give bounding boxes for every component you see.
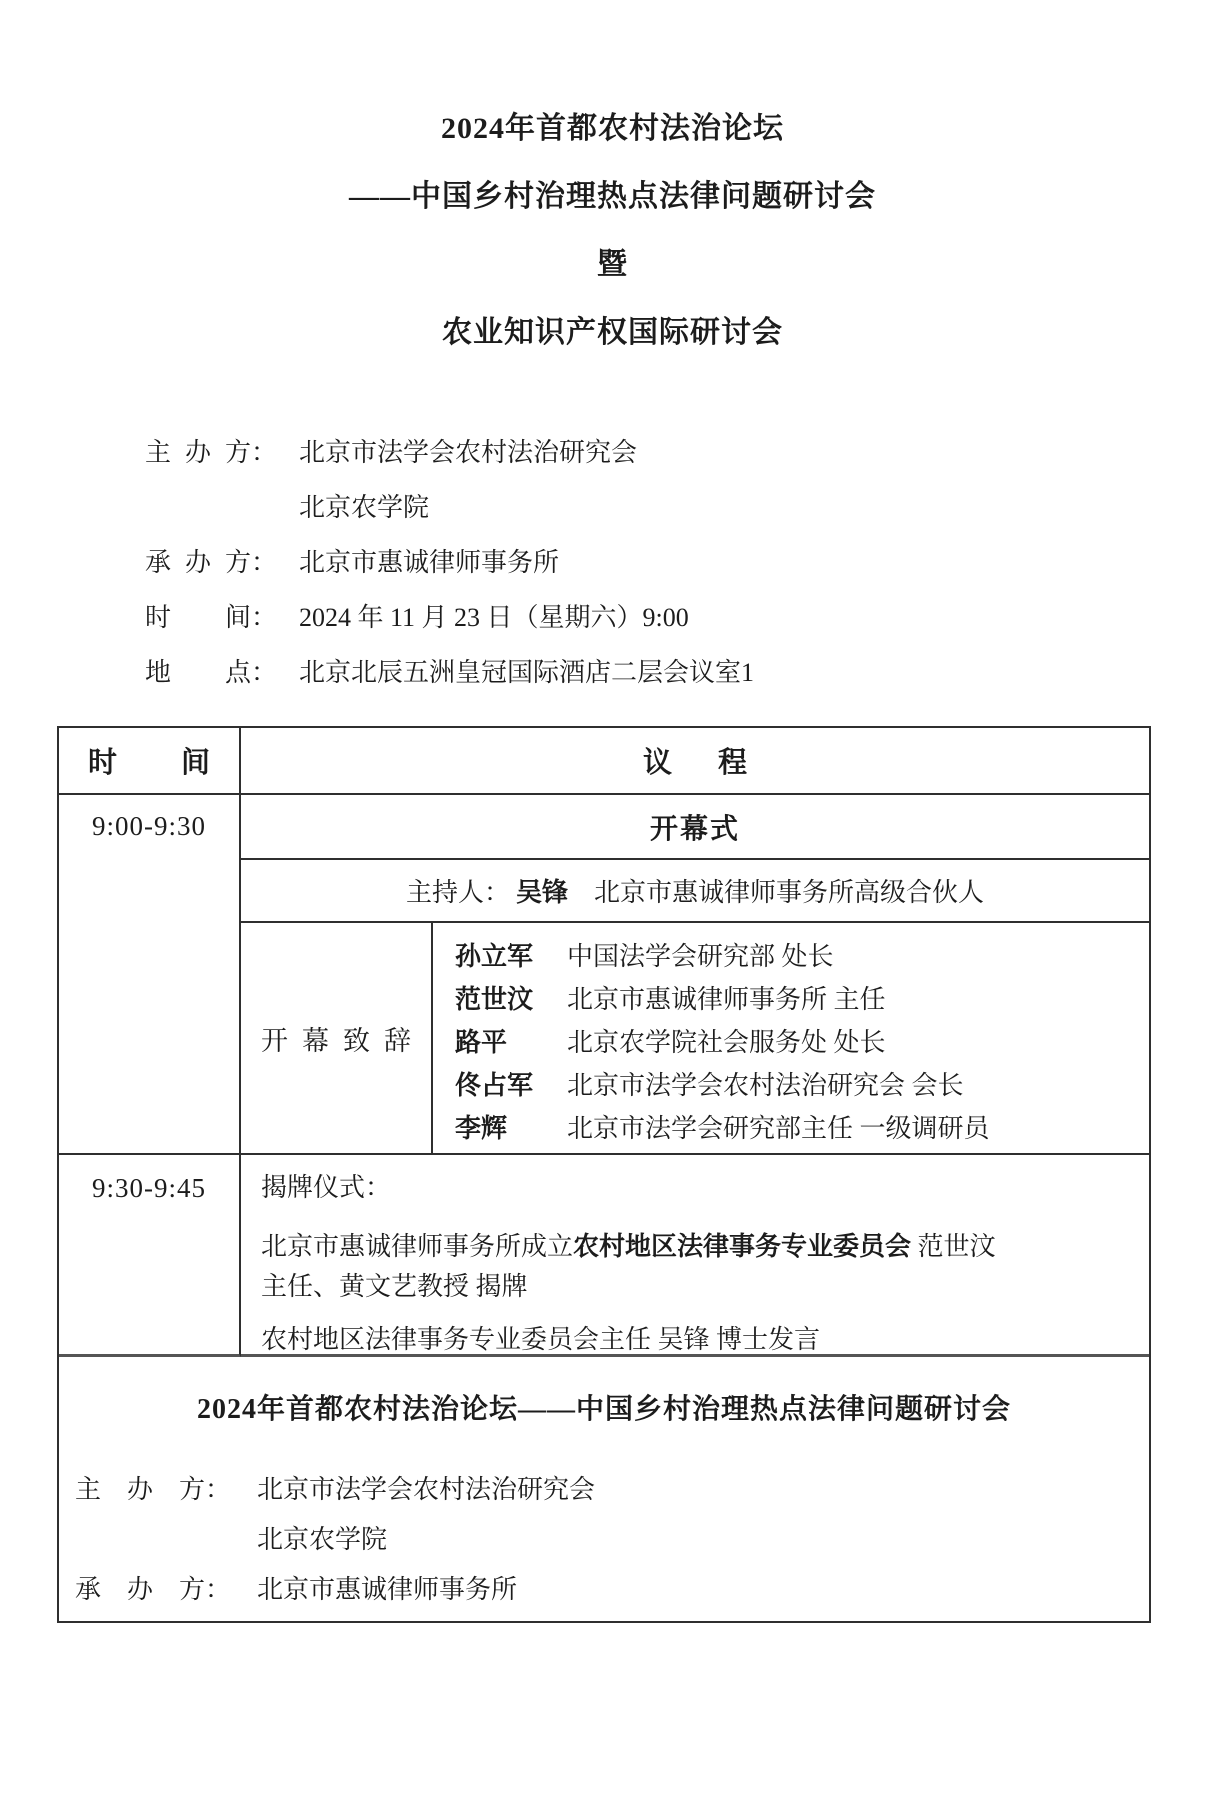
info-row-organizer-2	[145, 480, 1225, 535]
opening-speech-label-cell	[241, 923, 433, 1155]
opening-ceremony-title: 开幕式	[649, 813, 740, 845]
info-value: 北京农学院	[257, 1525, 388, 1554]
speaker-row	[455, 1107, 1149, 1150]
info-label: 主办方	[75, 1475, 205, 1504]
info-row-time	[145, 590, 1225, 645]
host-desc: 北京市惠诚律师事务所高级合伙人	[594, 878, 985, 907]
info-row-undertaker	[75, 1565, 1149, 1615]
info-colon: ：	[205, 1475, 232, 1504]
info-colon: ：	[205, 1575, 232, 1604]
opening-ceremony-cell	[241, 795, 1149, 860]
info-row-undertaker	[145, 535, 1225, 590]
speaker-name: 孙立军	[455, 942, 534, 971]
session1-time-cell	[59, 795, 241, 1155]
info-colon: ：	[251, 548, 278, 577]
title-line-2: ——中国乡村治理热点法律问题研讨会	[349, 180, 876, 213]
speaker-desc: 北京市法学会农村法治研究会 会长	[567, 1071, 964, 1100]
info-colon: ：	[251, 438, 278, 467]
speaker-row	[455, 1064, 1149, 1107]
info-row-organizer-2	[75, 1515, 1149, 1565]
info-row-organizer	[145, 425, 1225, 480]
document-title	[0, 0, 1225, 367]
speaker-name: 佟占军	[455, 1071, 534, 1100]
title-line-4: 农业知识产权国际研讨会	[442, 316, 783, 349]
title-line-3: 暨	[597, 248, 628, 281]
info-value: 2024 年 11 月 23 日（星期六）9:00	[299, 603, 689, 632]
speaker-desc: 北京市惠诚律师事务所 主任	[567, 985, 886, 1014]
info-value: 北京市惠诚律师事务所	[257, 1575, 518, 1604]
unveiling-line-2: 主任、黄文艺教授 揭牌	[261, 1272, 528, 1301]
host-name: 吴锋	[515, 878, 568, 907]
unveiling-line-post: 范世汶	[911, 1232, 996, 1261]
unveiling-ceremony-cell	[241, 1155, 1149, 1357]
session2-time-cell	[59, 1155, 241, 1357]
info-label: 承办方	[75, 1575, 205, 1604]
speaker-name: 李辉	[455, 1114, 508, 1143]
info-colon: ：	[251, 603, 278, 632]
event-info	[145, 425, 1225, 700]
speaker-desc: 北京市法学会研究部主任 一级调研员	[567, 1114, 990, 1143]
info-value: 北京农学院	[299, 493, 430, 522]
info-value: 北京市惠诚律师事务所	[299, 548, 560, 577]
speaker-desc: 中国法学会研究部 处长	[567, 942, 834, 971]
forum-section-title: 2024年首都农村法治论坛——中国乡村治理热点法律问题研讨会	[196, 1394, 1011, 1425]
info-colon: ：	[251, 658, 278, 687]
header-time-label: 时间	[88, 747, 210, 779]
info-label: 主办方	[145, 438, 251, 467]
info-row-organizer	[75, 1465, 1149, 1515]
session1-time: 9:00-9:30	[92, 811, 206, 841]
info-value: 北京市法学会农村法治研究会	[299, 438, 638, 467]
agenda-table	[57, 726, 1151, 1623]
title-line-1: 2024年首都农村法治论坛	[441, 112, 784, 145]
info-label: 地点	[145, 658, 251, 687]
speaker-name: 范世汶	[455, 985, 534, 1014]
host-label: 主持人：	[405, 878, 510, 907]
forum-section-cell	[59, 1357, 1149, 1621]
table-header-time	[59, 728, 241, 795]
speaker-desc: 北京农学院社会服务处 处长	[567, 1028, 886, 1057]
speaker-name: 路平	[455, 1028, 508, 1057]
info-label: 时间	[145, 603, 251, 632]
info-row-location	[145, 645, 1225, 700]
unveiling-title: 揭牌仪式：	[261, 1173, 392, 1202]
opening-speech-label: 开幕致辞	[261, 1025, 411, 1056]
unveiling-speech-line: 农村地区法律事务专业委员会主任 吴锋 博士发言	[261, 1325, 821, 1354]
info-value: 北京北辰五洲皇冠国际酒店二层会议室1	[299, 658, 755, 687]
host-cell	[241, 860, 1149, 923]
speaker-row	[455, 978, 1149, 1021]
session2-time: 9:30-9:45	[92, 1173, 206, 1203]
speaker-row	[455, 1021, 1149, 1064]
unveiling-line-pre: 北京市惠诚律师事务所成立	[261, 1232, 574, 1261]
header-agenda-label: 议程	[643, 747, 747, 779]
opening-speakers-cell	[433, 923, 1149, 1155]
info-value: 北京市法学会农村法治研究会	[257, 1475, 596, 1504]
table-header-agenda	[241, 728, 1149, 795]
forum-section-info	[75, 1465, 1149, 1615]
info-label: 承办方	[145, 548, 251, 577]
committee-name: 农村地区法律事务专业委员会	[573, 1232, 912, 1261]
speaker-row	[455, 935, 1149, 978]
unveiling-line	[261, 1227, 1129, 1307]
